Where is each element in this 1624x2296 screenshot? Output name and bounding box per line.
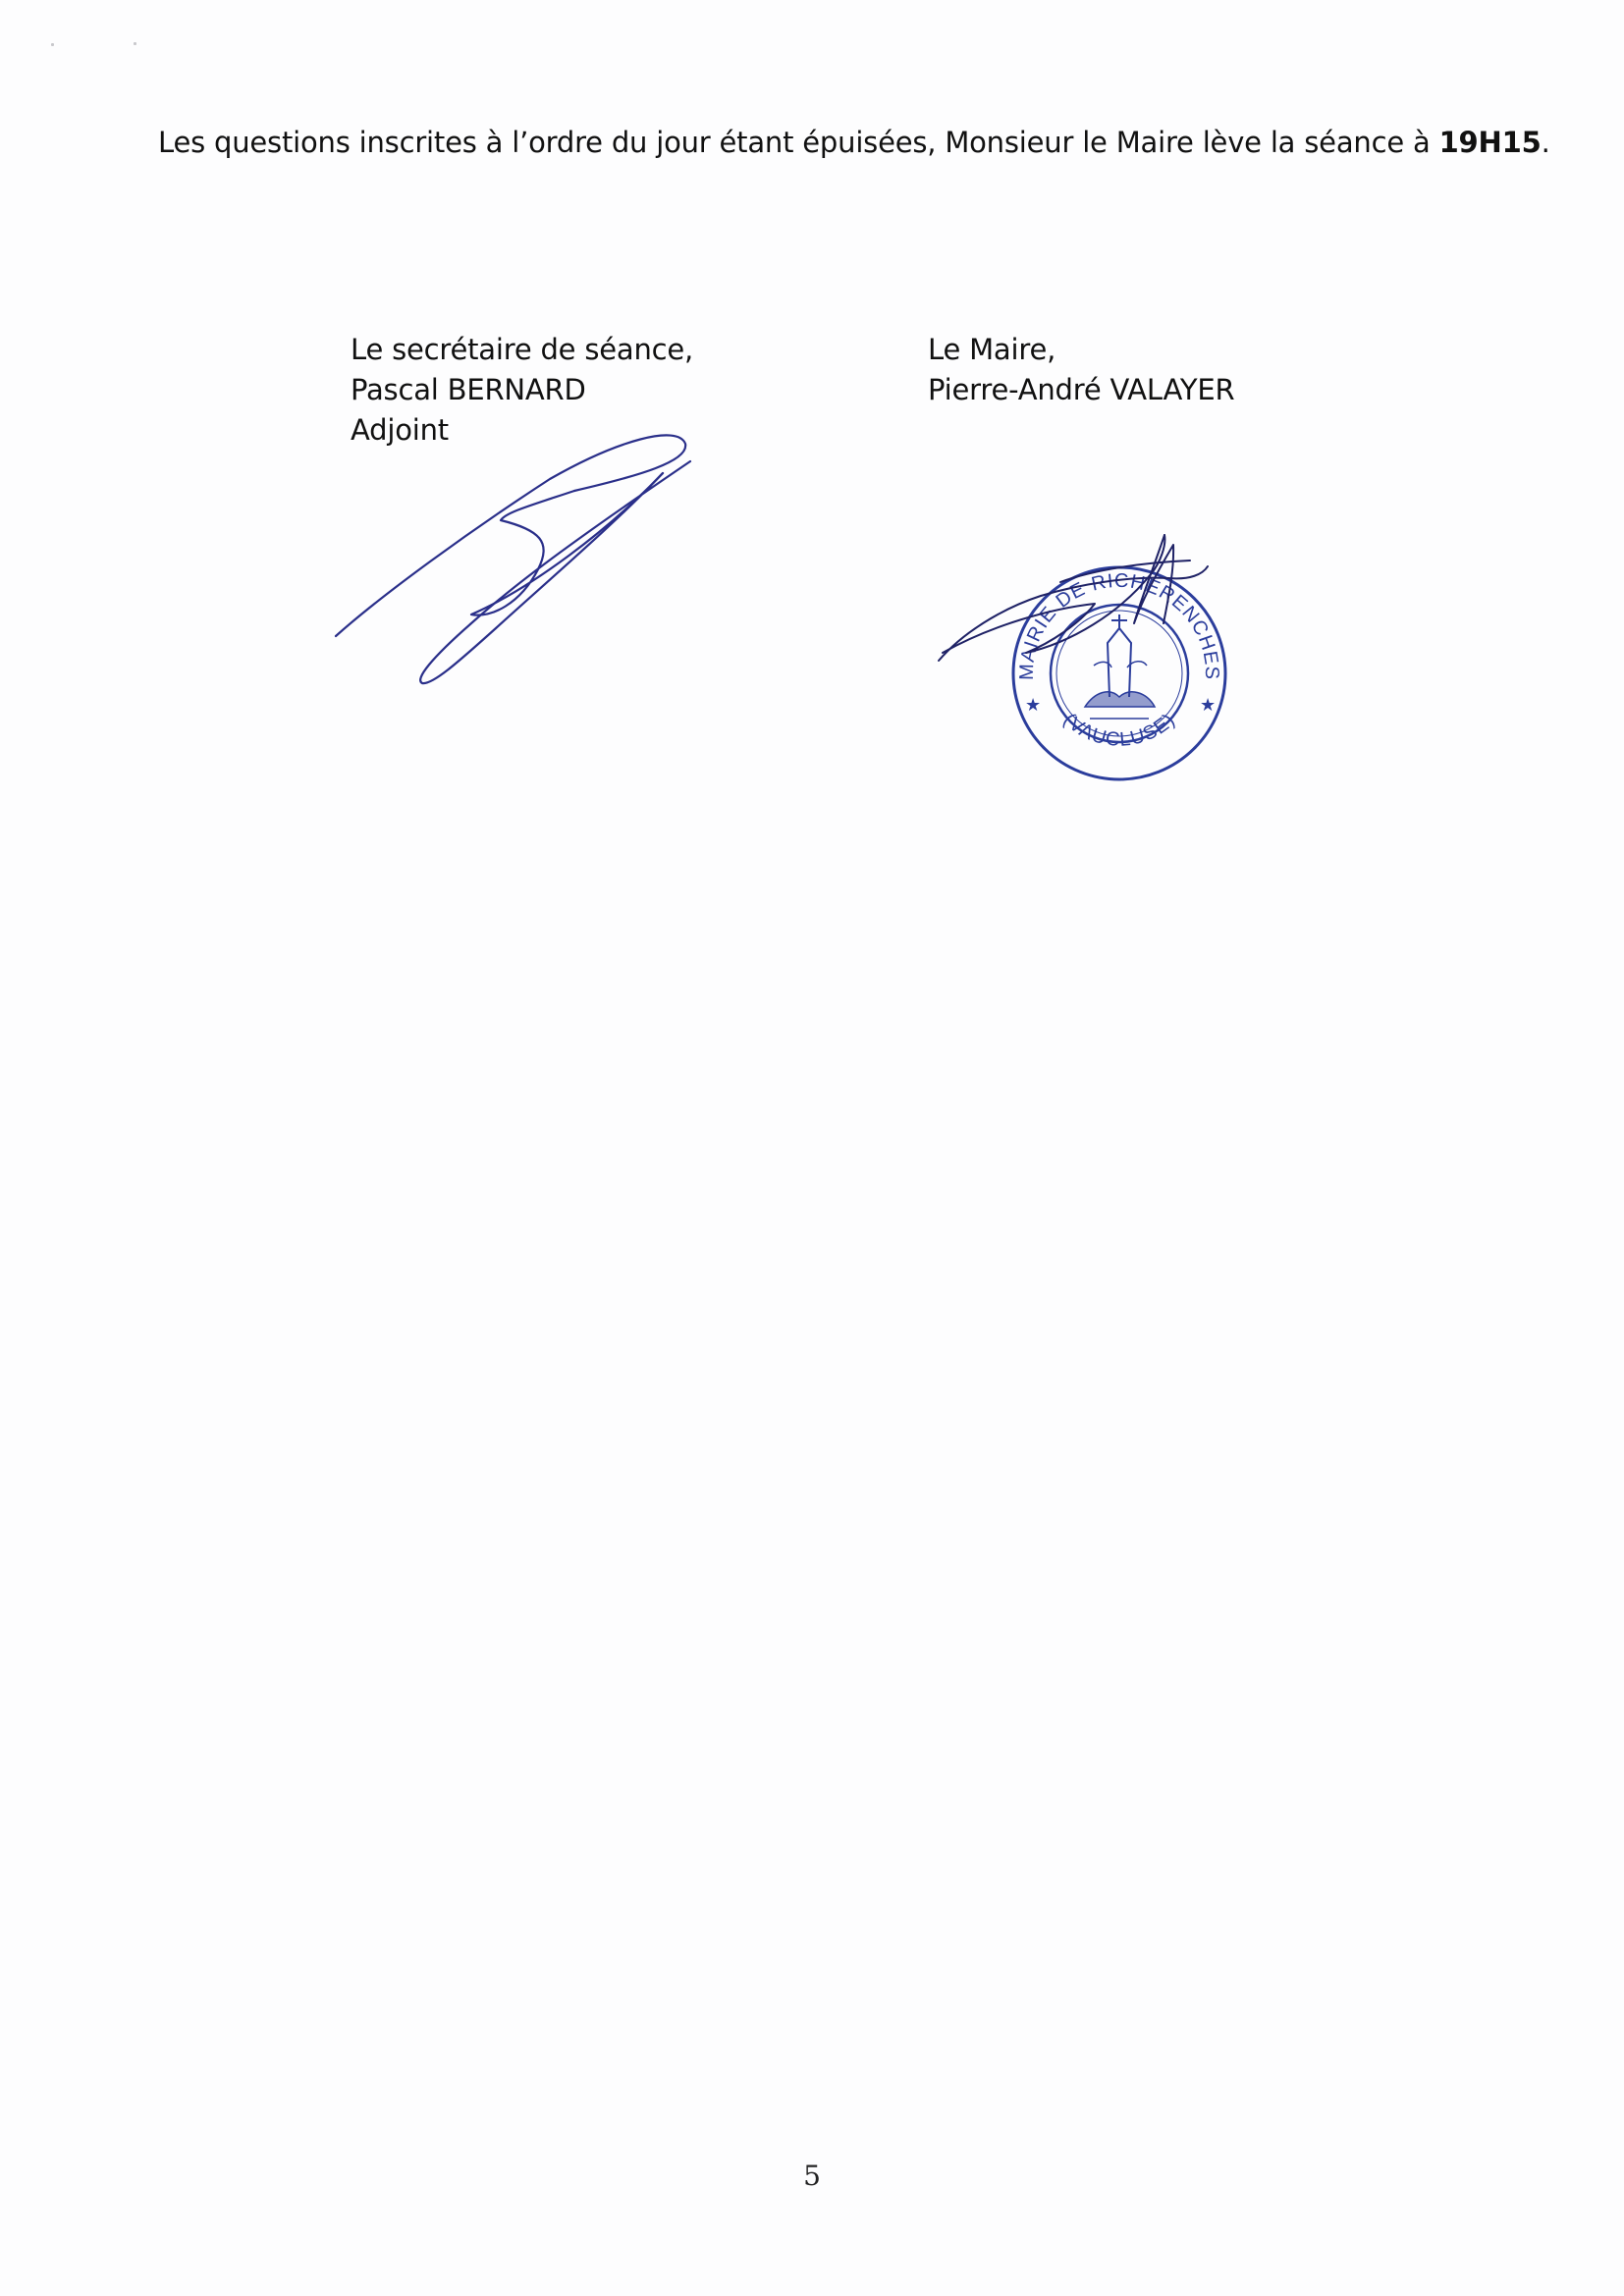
closing-punctuation: .: [1541, 126, 1550, 159]
closing-time: 19H15: [1438, 126, 1542, 159]
closing-statement: [158, 126, 1550, 160]
svg-text:★: ★: [1025, 695, 1042, 716]
secretary-title: Adjoint: [351, 413, 449, 447]
mayor-name: Pierre-André VALAYER: [928, 373, 1235, 406]
svg-text:(VAUCLUSE): [1058, 709, 1179, 750]
page-number: 5: [803, 2160, 821, 2192]
secretary-signature-icon: [324, 422, 707, 697]
mayor-signature-icon: [933, 515, 1227, 672]
seal-bottom-text: (VAUCLUSE): [1058, 709, 1180, 751]
scan-speck: [134, 42, 136, 45]
mayor-role: Le Maire,: [928, 333, 1056, 366]
closing-text: Les questions inscrites à l’ordre du jour étant épuisées, Monsieur le Maire lève la séance à: [158, 126, 1439, 159]
mayor-signature-block: [928, 330, 1235, 410]
secretary-name: Pascal BERNARD: [351, 373, 586, 406]
secretary-role: Le secrétaire de séance,: [351, 333, 694, 366]
svg-text:★: ★: [1200, 695, 1217, 716]
seal-top-text: MAIRIE DE RICHERENCHES: [1015, 569, 1223, 681]
scan-speck: [51, 43, 54, 46]
